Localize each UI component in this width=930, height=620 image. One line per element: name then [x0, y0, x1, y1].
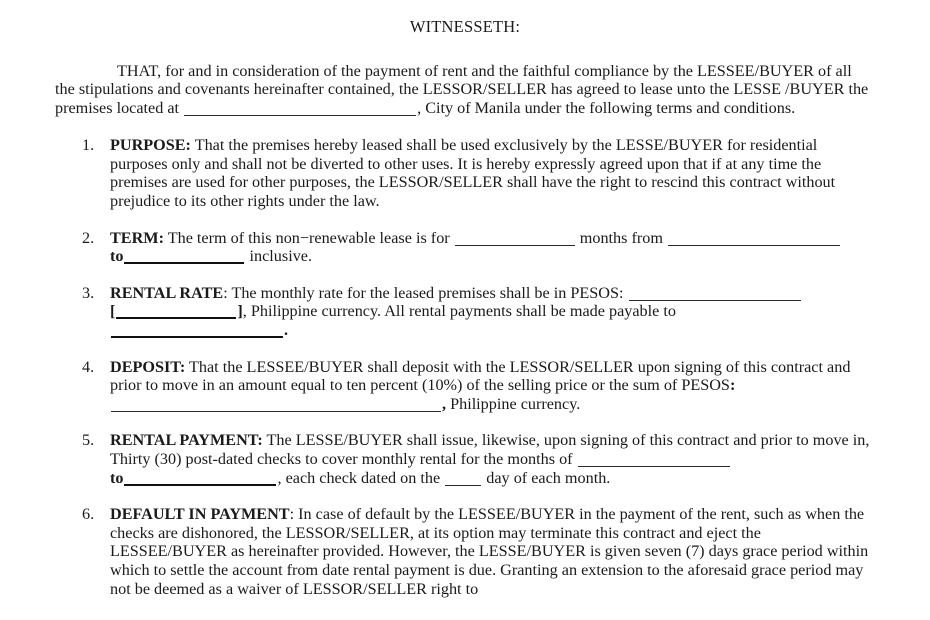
blank-check-day[interactable]: [445, 472, 481, 486]
blank-rental-rate-amount-figures[interactable]: [116, 304, 236, 319]
blank-term-months[interactable]: [455, 232, 575, 246]
clause-text-part-2: months from: [575, 228, 668, 247]
blank-term-end-date[interactable]: [124, 249, 244, 264]
clause-text-part-4: inclusive.: [245, 247, 313, 266]
clause-item-rental-rate: [0, 284, 930, 340]
clause-label: RENTAL PAYMENT:: [110, 431, 263, 450]
preamble-text-part-2: , City of Manila under the following terms and conditions.: [417, 98, 796, 117]
clause-item-deposit: [0, 358, 930, 414]
clause-label: TERM:: [110, 228, 164, 247]
blank-payable-to[interactable]: [111, 323, 283, 338]
preamble-paragraph: [0, 36, 930, 118]
blank-deposit-amount[interactable]: [111, 398, 441, 412]
clause-number: 5.: [82, 431, 95, 450]
clause-number: 1.: [82, 136, 95, 155]
preamble-text-part-1: THAT, for and in consideration of the payment of rent and the faithful compliance by the LESSEE/BUYER of all the stipulations and covenants hereinafter contained, the LESSOR/SELLER has agreed to lease unto the LESSE /BUYER the premises located at: [55, 61, 869, 117]
clause-text: : In case of default by the LESSEE/BUYER in the payment of the rent, such as when the checks are dishonored, the LESSOR/SELLER, at its option may terminate this contract and eject the LESSEE/BUYER as hereinafter provided. However, the LESSE/BUYER is given seven (7) days grace period within which to settle the account from date rental payment is due. Granting an extension to the aforesaid grace period may not be deemed as a waiver of LESSOR/SELLER right to: [110, 505, 869, 598]
clause-body: [110, 229, 876, 266]
clause-item-default-in-payment: [0, 505, 930, 598]
clause-label: PURPOSE:: [110, 136, 191, 155]
clause-number: 6.: [82, 505, 95, 524]
clause-text-part-1: : The monthly rate for the leased premises shall be in PESOS:: [223, 283, 628, 302]
clause-text-to-bold: to: [110, 247, 124, 266]
bracket-close: ]: [237, 302, 243, 321]
clause-label: DEFAULT IN PAYMENT: [110, 505, 290, 524]
clause-body: [110, 505, 876, 598]
clause-text-colon: :: [729, 376, 736, 395]
clause-body: [110, 431, 876, 487]
clause-label: RENTAL RATE: [110, 283, 224, 302]
clause-item-rental-payment: [0, 431, 930, 487]
clause-label: DEPOSIT:: [110, 357, 186, 376]
clause-number: 3.: [82, 283, 95, 302]
clause-body: [110, 284, 876, 340]
blank-payment-month-start[interactable]: [578, 453, 730, 467]
blank-term-start-date[interactable]: [668, 232, 840, 246]
clause-text: That the premises hereby leased shall be used exclusively by the LESSE/BUYER for residential purposes only and shall not be diverted to other uses. It is hereby expressly agreed upon that if at any time the premises are used for other purposes, the LESSOR/SELLER shall have the right to rescind this contract without prejudice to its other rights under the law.: [110, 136, 836, 211]
clause-text-part-3: , Philippine currency. All rental payments shall be made payable to: [242, 302, 676, 321]
clause-list: [0, 117, 930, 598]
clause-item-term: [0, 229, 930, 266]
clause-text-to-bold: to: [110, 468, 124, 487]
clause-text-part-4: day of each month.: [482, 468, 611, 487]
clause-text-part-1: The LESSE/BUYER shall issue, likewise, upon signing of this contract and prior to move in, Thirty (30) post-dated checks to cover monthly rental for the months of: [110, 431, 870, 468]
clause-item-purpose: [0, 136, 930, 210]
clause-body: [110, 136, 876, 210]
clause-text-comma: ,: [442, 394, 447, 413]
page-title: WITNESSETH:: [409, 17, 521, 36]
clause-text-period: .: [284, 321, 289, 340]
blank-premises-address[interactable]: [184, 102, 416, 116]
bracket-open: [: [110, 302, 116, 321]
blank-payment-month-end[interactable]: [124, 471, 276, 486]
clause-body: [110, 358, 876, 414]
clause-text-part-3: , each check dated on the: [277, 468, 445, 487]
clause-number: 2.: [82, 228, 95, 247]
blank-rental-rate-amount-words[interactable]: [629, 287, 801, 301]
clause-text-part-4: Philippine currency.: [446, 394, 581, 413]
clause-text-part-1: The term of this non−renewable lease is for: [163, 228, 454, 247]
clause-text-part-1: That the LESSEE/BUYER shall deposit with the LESSOR/SELLER upon signing of this contract and prior to move in an amount equal to ten percent (10%) of the selling price or the sum of PESOS: [110, 357, 851, 395]
clause-number: 4.: [82, 357, 95, 376]
